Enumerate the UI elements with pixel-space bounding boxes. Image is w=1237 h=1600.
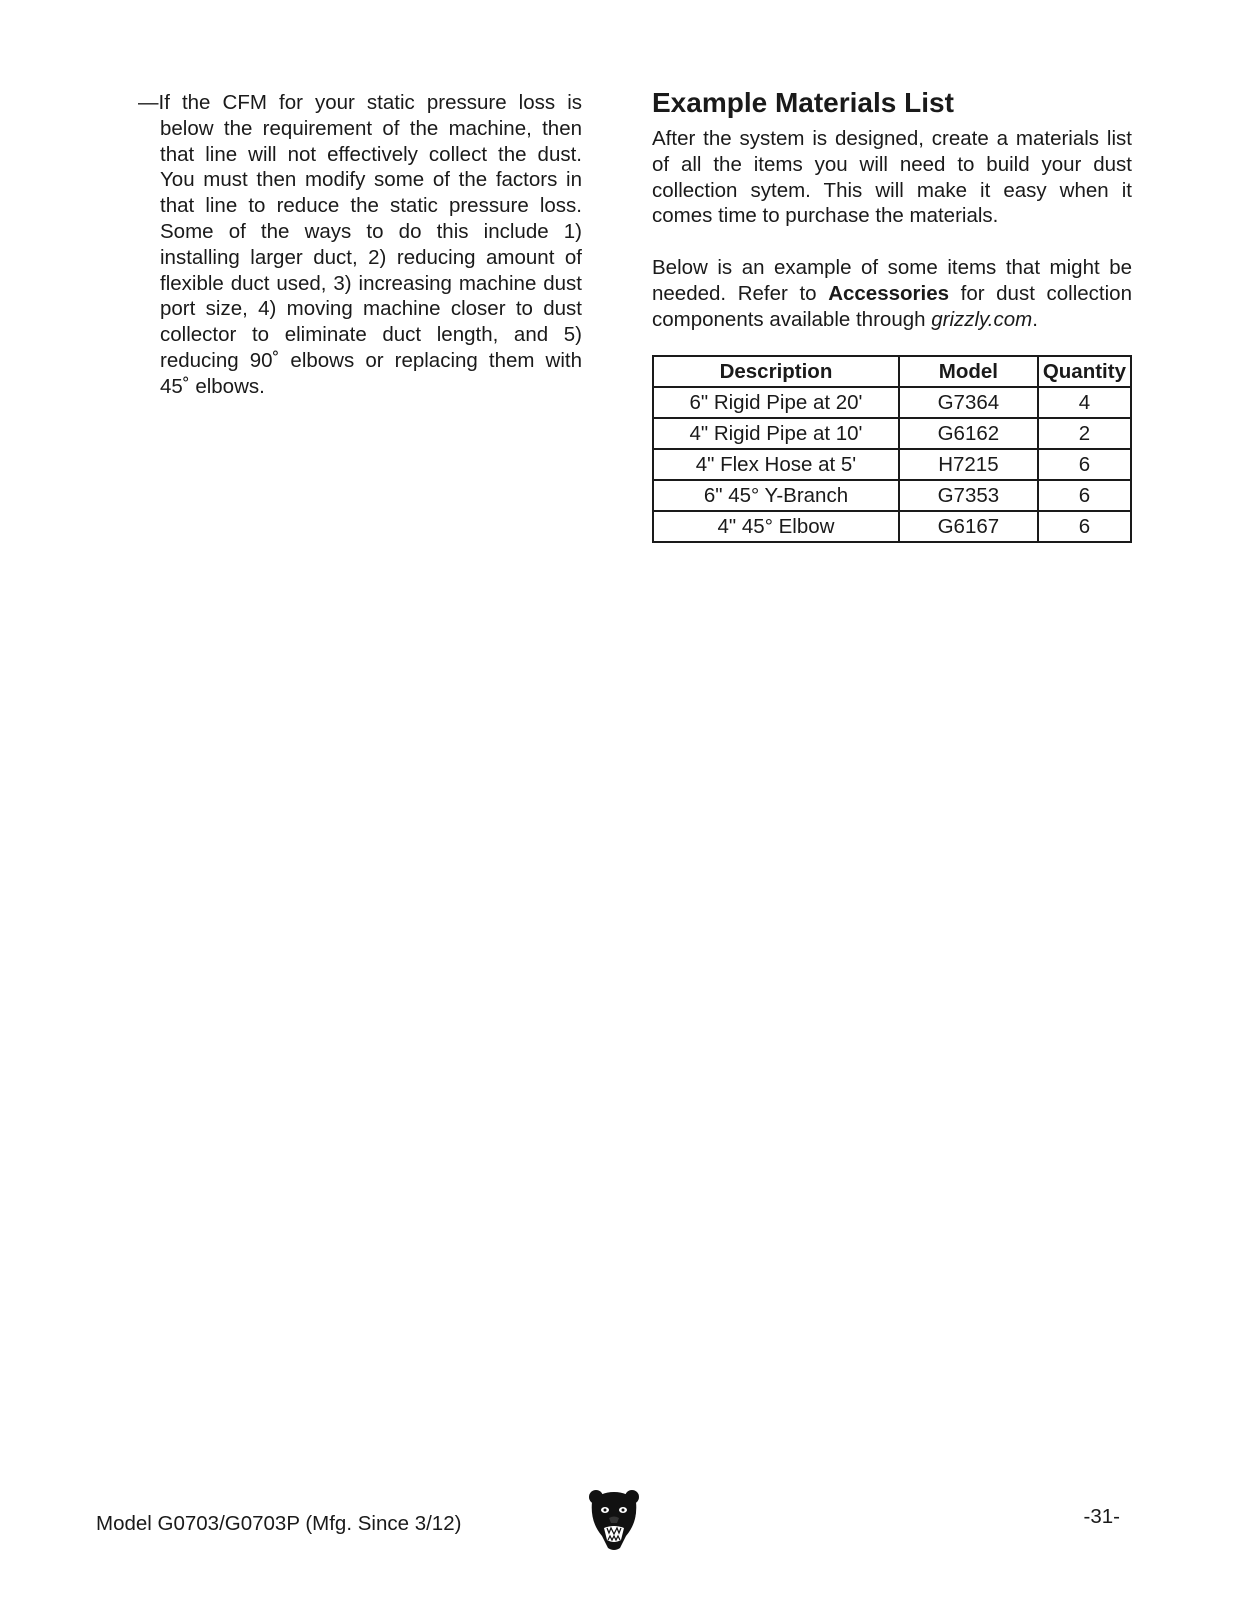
table-row xyxy=(653,511,1131,542)
table-header-row xyxy=(653,356,1131,387)
cell-quantity: 6 xyxy=(1038,480,1131,511)
cell-description: 6" 45° Y-Branch xyxy=(653,480,899,511)
accessories-reference: Accessories xyxy=(828,281,949,305)
example-text-before: Below is an example of some items that might be needed. Refer to xyxy=(652,256,1132,305)
cell-description: 4" Flex Hose at 5' xyxy=(653,449,899,480)
cell-quantity: 4 xyxy=(1038,387,1131,418)
cell-description: 4" Rigid Pipe at 10' xyxy=(653,418,899,449)
cell-model: G7353 xyxy=(899,480,1038,511)
cell-model: G7364 xyxy=(899,387,1038,418)
cell-model: H7215 xyxy=(899,449,1038,480)
header-quantity: Quantity xyxy=(1038,356,1131,387)
header-description: Description xyxy=(653,356,899,387)
grizzly-bear-icon xyxy=(588,1488,640,1552)
footer-model: Model G0703/G0703P (Mfg. Since 3/12) xyxy=(96,1512,462,1535)
static-pressure-paragraph: —If the CFM for your static pressure loss is below the requirement of the machine, then that line will not effectively collect the dust. You must then modify some of the factors in that line to reduce the static pressure loss. Some of the ways to do this include 1) installing larger duct, 2) reducing amount of flexible duct used, 3) increasing machine dust port size, 4) moving machine closer to dust collector to eliminate duct length, and 5) reducing 90˚ elbows or replacing them with 45˚ elbows. xyxy=(138,91,582,398)
example-text-after: . xyxy=(1032,307,1038,331)
page-number: -31- xyxy=(1083,1505,1120,1528)
header-model: Model xyxy=(899,356,1038,387)
website-reference: grizzly.com xyxy=(931,307,1033,331)
table-row xyxy=(653,387,1131,418)
right-column xyxy=(652,86,1132,543)
cell-quantity: 6 xyxy=(1038,449,1131,480)
cell-quantity: 2 xyxy=(1038,418,1131,449)
section-title: Example Materials List xyxy=(652,87,954,118)
cell-model: G6167 xyxy=(899,511,1038,542)
cell-quantity: 6 xyxy=(1038,511,1131,542)
left-column xyxy=(138,90,582,400)
example-text-middle: for dust collection components available through xyxy=(652,281,1132,331)
cell-description: 6" Rigid Pipe at 20' xyxy=(653,387,899,418)
table-row xyxy=(653,480,1131,511)
table-row xyxy=(653,449,1131,480)
cell-description: 4" 45° Elbow xyxy=(653,511,899,542)
example-paragraph xyxy=(652,255,1132,332)
table-row xyxy=(653,418,1131,449)
cell-model: G6162 xyxy=(899,418,1038,449)
materials-table xyxy=(652,355,1132,543)
intro-paragraph: After the system is designed, create a materials list of all the items you will need to build your dust collection sytem. This will make it easy when it comes time to purchase the materials. xyxy=(652,127,1132,228)
